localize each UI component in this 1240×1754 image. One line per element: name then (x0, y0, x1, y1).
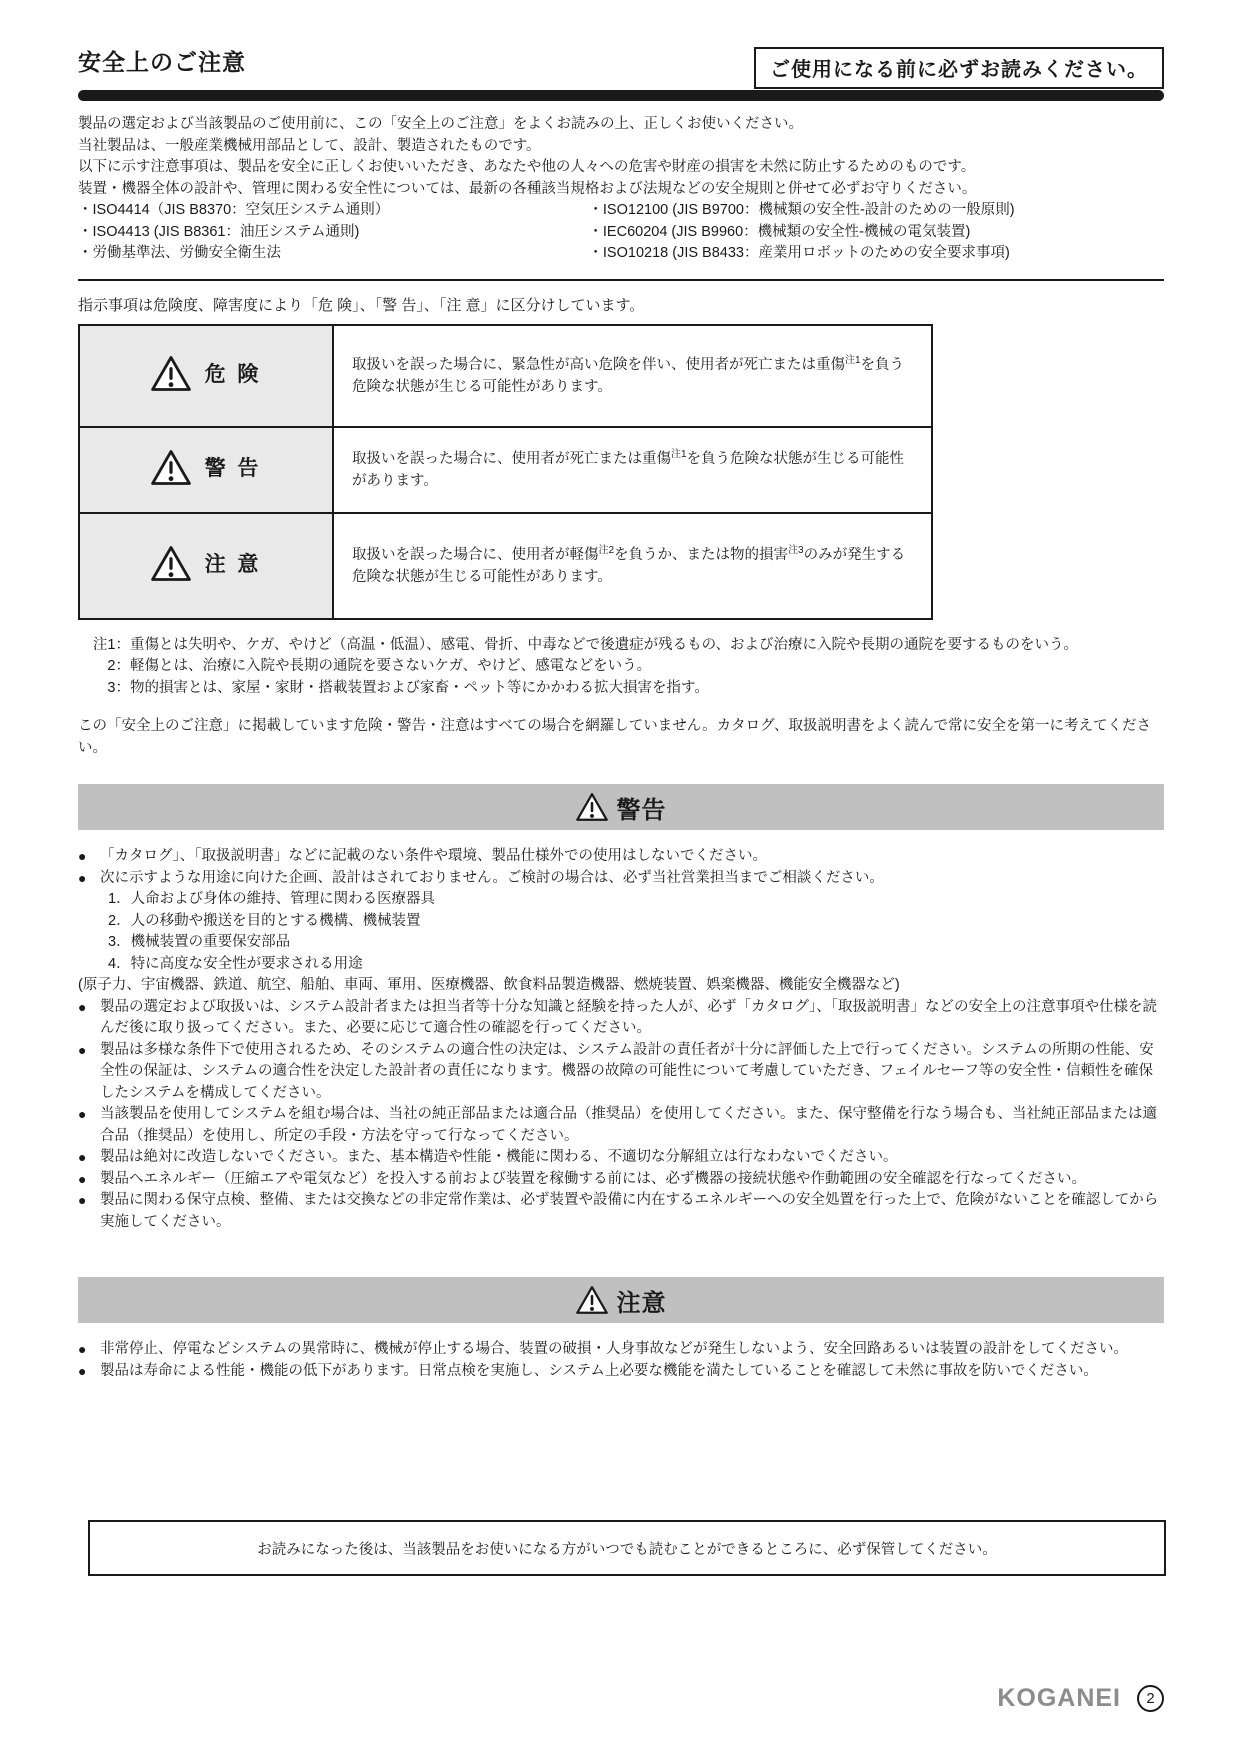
bullet-item (78, 1361, 1164, 1383)
description-text: を負う危険な状態が生じる可能性があります。 (352, 356, 905, 395)
item-text: 製品へエネルギー（圧縮エアや電気など）を投入する前および装置を稼働する前には、必ず機器の接続状態や作動範囲の安全確認を行なってください。 (100, 1170, 1086, 1187)
standards-column-left (78, 200, 588, 265)
intro-line: 当社製品は、一般産業機械用部品として、設計、製造されたものです。 (78, 137, 541, 154)
page-footer (997, 1684, 1164, 1713)
item-text: 製品に関わる保守点検、整備、または交換などの非定常作業は、必ず装置や設備に内在するエネルギーへの安全処置を行った上で、危険がないことを確認してから実施してください。 (100, 1192, 1159, 1230)
item-text: 非常停止、停電などシステムの異常時に、機械が停止する場合、装置の破損・人身事故などが発生しないよう、安全回路あるいは装置の設計をしてください。 (100, 1341, 1129, 1357)
standards-column-right (588, 200, 1164, 265)
note-ref: 注2 (598, 544, 615, 556)
hazard-label (151, 545, 262, 582)
warning-triangle-icon (576, 786, 608, 828)
hazard-level-label: 危 険 (204, 363, 262, 386)
warning-triangle-icon (151, 545, 191, 582)
classification-intro: 指示事項は危険度、障害度により「危 険」、「警 告」、「注 意」に区分けしています。 (78, 296, 645, 314)
note-label: 2： (107, 658, 130, 674)
page-title: 安全上のご注意 (78, 49, 246, 75)
bullet-item (78, 846, 1164, 868)
item-text: 「カタログ」、「取扱説明書」などに記載のない条件や環境、製品仕様外での使用はしないでください。 (100, 848, 767, 864)
note-item (78, 635, 1164, 657)
hazard-row (79, 427, 932, 513)
standard-item: ・ISO10218 (JIS B8433：産業用ロボットのための安全要求事項) (588, 245, 1010, 261)
intro-line: 製品の選定および当該製品のご使用前に、この「安全上のご注意」をよくお読みの上、正しくお使いください。 (78, 116, 803, 132)
bullet-marker: ● (78, 1341, 87, 1357)
plain-line: (原子力、宇宙機器、鉄道、航空、船舶、車両、軍用、医療機器、飲食料品製造機器、燃焼装置、娯楽機器、機能安全機器など) (78, 977, 900, 993)
bullet-item (78, 868, 1164, 890)
standard-item: ・ISO4414（JIS B8370：空気圧システム通則） (78, 202, 390, 218)
hazard-label (151, 355, 262, 392)
description-text: 取扱いを誤った場合に、使用者が軽傷 (352, 546, 599, 563)
notes-block (78, 635, 1164, 700)
item-text: 製品は寿命による性能・機能の低下があります。日常点検を実施し、システム上必要な機能を満たしていることを確認して未然に事故を防いでください。 (100, 1362, 1098, 1379)
description-text: を負うか、または物的損害 (614, 546, 789, 563)
bullet-item (78, 1104, 1164, 1147)
read-first-notice: ご使用になる前に必ずお読みください。 (754, 47, 1164, 89)
note-item (78, 656, 1164, 678)
bullet-item (78, 1147, 1164, 1169)
note-ref: 注1 (845, 354, 861, 366)
standard-item: ・ISO12100 (JIS B9700：機械類の安全性-設計のための一般原則) (588, 202, 1015, 218)
note-text: 軽傷とは、治療に入院や長期の通院を要さないケガ、やけど、感電などをいう。 (130, 658, 652, 674)
note-text: 物的損害とは、家屋・家財・搭載装置および家畜・ペット等にかかわる拡大損害を指す。 (130, 679, 709, 696)
warning-triangle-icon (151, 449, 191, 486)
standard-item: ・ISO4413 (JIS B8361：油圧システム通則) (78, 223, 360, 240)
item-text: 製品の選定および取扱いは、システム設計者または担当者等十分な知識と経験を持った人が、必ず「カタログ」、「取扱説明書」などの安全上の注意事項や仕様を読んだ後に取り扱ってください。また、必要に応じて適合性の確認を行ってください。 (100, 998, 1158, 1036)
bullet-marker: ● (78, 1192, 87, 1208)
standard-item: ・IEC60204 (JIS B9960：機械類の安全性-機械の電気装置) (588, 223, 971, 240)
caution-banner-label: 注意 (616, 1289, 667, 1317)
page-number-badge: 2 (1137, 1685, 1164, 1712)
coverage-paragraph: この「安全上のご注意」に掲載しています危険・警告・注意はすべての場合を網羅していません。カタログ、取扱説明書をよく読んで常に安全を第一に考えてください。 (78, 718, 1151, 756)
bullet-marker: ● (78, 848, 87, 864)
warning-triangle-icon (151, 355, 191, 392)
bullet-marker: ● (78, 869, 87, 886)
hazard-description (333, 325, 932, 427)
numbered-sub-item: 2．人の移動や搬送を目的とする機構、機械装置 (108, 912, 421, 929)
numbered-sub-item: 4．特に高度な安全性が要求される用途 (108, 955, 363, 972)
hazard-label-cell (79, 427, 333, 513)
bullet-marker: ● (78, 998, 87, 1015)
bullet-marker: ● (78, 1041, 87, 1058)
hazard-description (333, 513, 932, 619)
description-text: を負う危険な状態が生じる可能性があります。 (352, 450, 905, 489)
hazard-row (79, 325, 932, 427)
hazard-level-label: 注 意 (204, 553, 262, 576)
intro-paragraph (78, 114, 1164, 200)
header-rule (78, 90, 1164, 101)
bullet-item (78, 997, 1164, 1040)
description-text: 取扱いを誤った場合に、緊急性が高い危険を伴い、使用者が死亡または重傷 (352, 356, 845, 373)
storage-notice-text: お読みになった後は、当該製品をお使いになる方がいつでも読むことができるところに、必ず保管してください。 (257, 1541, 997, 1558)
warning-items-list (78, 846, 1164, 1233)
bullet-marker: ● (78, 1149, 87, 1165)
item-text: 製品は多様な条件下で使用されるため、そのシステムの適合性の決定は、システム設計の責任者が十分に評価した上で行ってください。システムの所期の性能、安全性の保証は、システムの適合性を決定した設計者の責任になります。機器の故障の可能性について考慮していただき、フェイルセーフ等の安全性・信頼性を確保したシステムを構成してください。 (100, 1041, 1154, 1101)
note-item (78, 678, 1164, 700)
note-text: 重傷とは失明や、ケガ、やけど（高温・低温）、感電、骨折、中毒などで後遺症が残るもの、および治療に入院や長期の通院を要するものをいう。 (130, 636, 1079, 653)
description-text: 取扱いを誤った場合に、使用者が死亡または重傷 (352, 450, 671, 467)
standard-item: ・労働基準法、労働安全衛生法 (78, 245, 281, 261)
description-text: のみが発生する危険な状態が生じる可能性があります。 (352, 546, 906, 585)
note-label: 注1： (92, 636, 130, 653)
caution-banner (78, 1277, 1164, 1323)
note-ref: 注1 (671, 448, 687, 460)
item-text: 次に示すような用途に向けた企画、設計はされておりません。ご検討の場合は、必ず当社営業担当までご相談ください。 (100, 869, 884, 886)
note-label: 3： (107, 679, 130, 696)
hazard-description (333, 427, 932, 513)
warning-banner (78, 784, 1164, 830)
hazard-label-cell (79, 325, 333, 427)
bullet-item (78, 1190, 1164, 1233)
numbered-sub-item: 1．人命および身体の維持、管理に関わる医療器具 (108, 891, 436, 907)
hazard-label-cell (79, 513, 333, 619)
storage-notice-box (88, 1520, 1166, 1576)
numbered-sub-item: 3．機械装置の重要保安部品 (108, 934, 291, 950)
intro-line: 装置・機器全体の設計や、管理に関わる安全性については、最新の各種該当規格および法規などの安全規則と併せて必ずお守りください。 (78, 180, 977, 197)
intro-line: 以下に示す注意事項は、製品を安全に正しくお使いいただき、あなたや他の人々への危害や財産の損害を未然に防止するためのものです。 (78, 159, 976, 175)
koganei-logo: KOGANEI (997, 1684, 1121, 1712)
section-divider (78, 279, 1164, 281)
hazard-table (78, 324, 933, 620)
note-ref: 注3 (788, 544, 804, 556)
bullet-marker: ● (78, 1106, 87, 1122)
page-header (78, 44, 1164, 89)
hazard-label (151, 449, 262, 486)
bullet-marker: ● (78, 1362, 87, 1379)
warning-triangle-icon (576, 1279, 608, 1321)
hazard-row (79, 513, 932, 619)
warning-banner-label: 警告 (616, 796, 667, 824)
bullet-item (78, 1040, 1164, 1105)
bullet-marker: ● (78, 1170, 87, 1187)
bullet-item (78, 1339, 1164, 1361)
item-text: 製品は絶対に改造しないでください。また、基本構造や性能・機能に関わる、不適切な分解組立は行なわないでください。 (100, 1149, 898, 1165)
bullet-item (78, 1169, 1164, 1191)
item-text: 当該製品を使用してシステムを組む場合は、当社の純正部品または適合品（推奨品）を使用してください。また、保守整備を行なう場合も、当社純正部品または適合品（推奨品）を使用し、所定の手段・方法を守って行なってください。 (100, 1106, 1158, 1144)
standards-list (78, 200, 1164, 265)
caution-items-list (78, 1339, 1164, 1382)
hazard-level-label: 警 告 (204, 457, 262, 480)
